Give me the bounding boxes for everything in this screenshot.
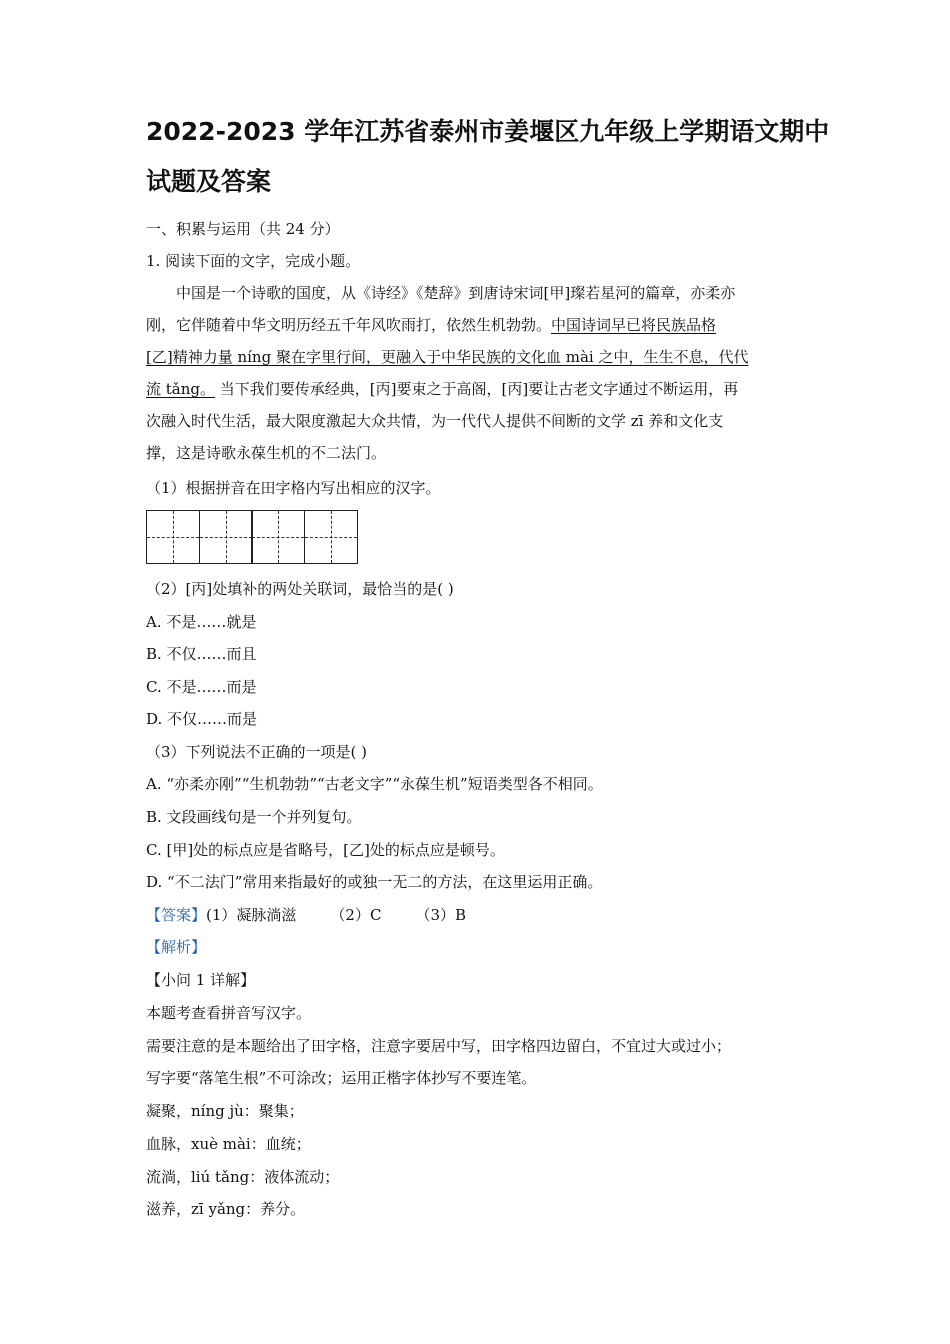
- detail-line: 流淌，liú tǎng：液体流动；: [146, 1168, 340, 1186]
- analysis-label: 【解析】: [146, 938, 207, 956]
- passage-text: 当下我们要传承经典，[丙]要束之于高阁，[丙]要让古老文字通过不断运用，再: [215, 380, 739, 398]
- sub-question-3: （3）下列说法不正确的一项是( ): [146, 743, 368, 761]
- answer-2: （2）C: [330, 906, 382, 924]
- detail-line: 本题考查看拼音写汉字。: [146, 1004, 312, 1022]
- detail-line: 血脉，xuè mài：血统；: [146, 1135, 311, 1153]
- answer-line: [146, 904, 466, 926]
- option-a: A. “亦柔亦刚”“生机勃勃”“古老文字”“永葆生机”短语类型各不相同。: [146, 775, 603, 793]
- tian-zi-ge-cell[interactable]: [304, 510, 358, 564]
- section-heading: 一、积累与运用（共 24 分）: [146, 220, 340, 238]
- underlined-sentence-end: 流 tǎng。: [146, 380, 216, 398]
- detail-line: 滋养，zī yǎng：养分。: [146, 1200, 306, 1218]
- detail-line: 凝聚，níng jù：聚集；: [146, 1102, 304, 1120]
- detail-label: 【小问 1 详解】: [146, 971, 256, 989]
- option-d: D. 不仅……而是: [146, 710, 258, 728]
- option-d: D. “不二法门”常用来指最好的或独一无二的方法，在这里运用正确。: [146, 873, 603, 891]
- option-a: A. 不是……就是: [146, 613, 257, 631]
- passage-line-2: [146, 314, 716, 336]
- passage-line-5: 次融入时代生活，最大限度激起大众共情，为一代代人提供不间断的文学 zī 养和文化支: [146, 412, 724, 430]
- tian-zi-ge-grid: [146, 510, 356, 564]
- question-stem: 1. 阅读下面的文字，完成小题。: [146, 252, 361, 270]
- detail-line: 需要注意的是本题给出了田字格，注意字要居中写，田字格四边留白，不宜过大或过小；: [146, 1037, 732, 1055]
- tian-zi-ge-cell[interactable]: [146, 510, 200, 564]
- passage-line-3-underlined: [乙]精神力量 níng 聚在字里行间，更融入于中华民族的文化血 mài 之中，生生不息，代代: [146, 348, 749, 366]
- answer-3: （3）B: [415, 906, 467, 924]
- passage-line-1: 中国是一个诗歌的国度，从《诗经》《楚辞》到唐诗宋词[甲]璨若星河的篇章，亦柔亦: [176, 284, 736, 302]
- option-c: C. [甲]处的标点应是省略号，[乙]处的标点应是顿号。: [146, 841, 505, 859]
- passage-line-6: 撑，这是诗歌永葆生机的不二法门。: [146, 444, 387, 462]
- answer-label: 【答案】: [146, 906, 207, 924]
- option-c: C. 不是……而是: [146, 678, 257, 696]
- underlined-sentence: 中国诗词早已将民族品格: [551, 316, 717, 334]
- passage-text: 刚，它伴随着中华文明历经五千年风吹雨打，依然生机勃勃。: [146, 316, 552, 334]
- option-b: B. 不仅……而且: [146, 645, 257, 663]
- sub-question-2: （2）[丙]处填补的两处关联词，最恰当的是( ): [146, 580, 454, 598]
- detail-line: 写字要“落笔生根”不可涂改；运用正楷字体抄写不要连笔。: [146, 1069, 537, 1087]
- tian-zi-ge-cell[interactable]: [199, 510, 253, 564]
- answer-1: (1）凝脉淌滋: [206, 906, 297, 924]
- sub-question-1: （1）根据拼音在田字格内写出相应的汉字。: [146, 479, 441, 497]
- document-title-line-2: 试题及答案: [146, 167, 272, 196]
- document-title-line-1: 2022-2023 学年江苏省泰州市姜堰区九年级上学期语文期中: [146, 117, 830, 146]
- passage-line-4: [146, 378, 738, 400]
- option-b: B. 文段画线句是一个并列复句。: [146, 808, 362, 826]
- tian-zi-ge-cell[interactable]: [251, 510, 305, 564]
